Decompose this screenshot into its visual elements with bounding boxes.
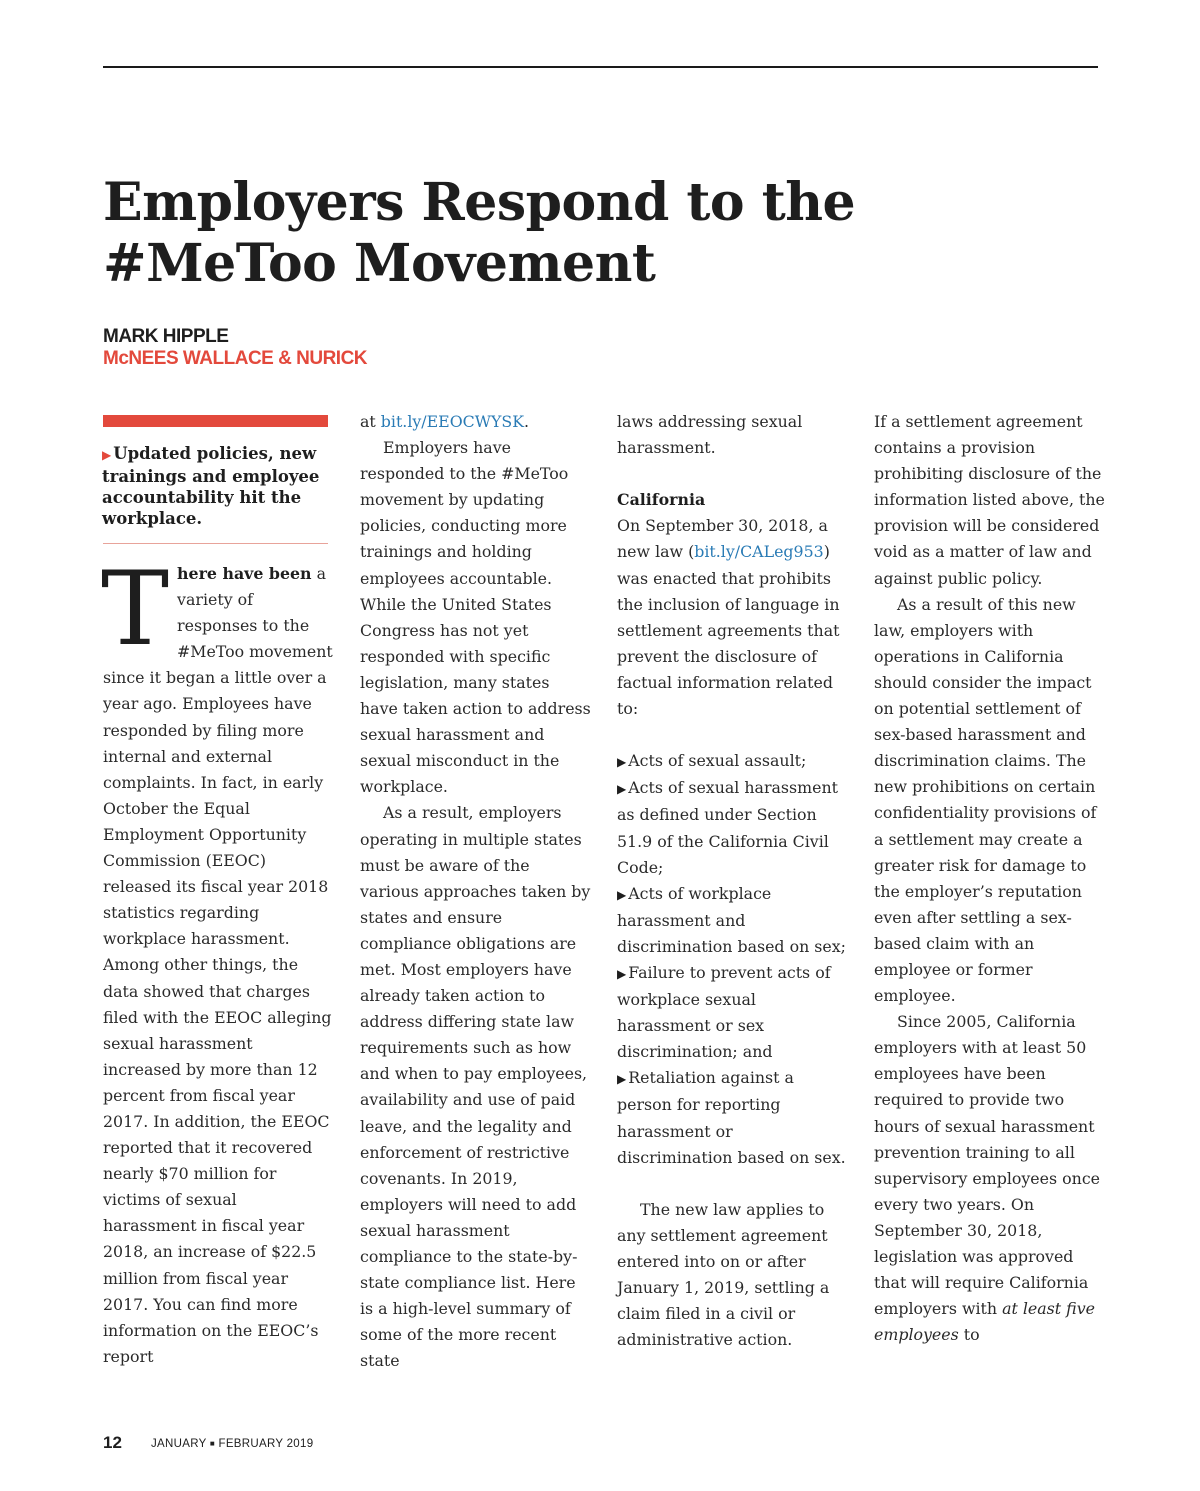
triangle-bullet-icon: ▶: [102, 448, 112, 462]
paragraph: [617, 513, 849, 722]
emphasis-text: at least five employees: [874, 1299, 1095, 1345]
drop-cap: T: [101, 550, 170, 669]
paragraph: If a settlement agreement contains a provision prohibiting disclosure of the information listed above, the provision will be considered void as a matter of law and against public policy.: [874, 412, 1105, 588]
eeoc-report-link[interactable]: bit.ly/EEOCWYSK: [380, 412, 525, 431]
issue-date: [151, 1438, 313, 1450]
issue-month-start: JANUARY: [151, 1438, 207, 1450]
title-line-2: #MeToo Movement: [103, 233, 656, 294]
paragraph: laws addressing sexual harassment.: [617, 412, 803, 458]
author-name: MARK HIPPLE: [103, 326, 229, 347]
lead-in: here have been: [177, 564, 312, 583]
paragraph: As a result, employers operating in multiple states must be aware of the various approaches taken by states and ensure compliance obligations are met. Most employers have already taken action to address differing state law requirements such as how and when to pay employees, availability and use of paid leave, and the legality and enforcement of restrictive covenants. In 2019, employers will need to add sexual harassment compliance to the state-by-state compliance list. Here is a high-level summary of some of the more recent state: [360, 803, 591, 1371]
page-number: 12: [103, 1433, 122, 1452]
lead-paragraph: [101, 550, 335, 1370]
list-item-text: Retaliation against a person for reporting harassment or discrimination based on sex.: [617, 1068, 846, 1167]
column-2: [360, 409, 592, 1374]
text-run: at: [360, 412, 381, 431]
spacer: [617, 722, 849, 748]
article-title: [103, 172, 1003, 294]
list-item: [617, 748, 849, 775]
lead-body: a variety of responses to the #MeToo movement since it began a little over a year ago. Employees have responded by filing more internal and external complaints. In fact, in early October the Equal Employment Opportunity Commission (EEOC) released its fiscal year 2018 statistics regarding workplace harassment. Among other things, the data showed that charges filed with the EEOC alleging sexual harassment increased by more than 12 percent from fiscal year 2017. In addition, the EEOC reported that it recovered nearly $70 million for victims of sexual harassment in fiscal year 2018, an increase of $22.5 million from fiscal year 2017. You can find more information on the EEOC’s report: [103, 564, 333, 1366]
pull-quote-text: Updated policies, new trainings and employee accountability hit the workplace.: [102, 444, 320, 528]
paragraph: [874, 1009, 1106, 1348]
arrow-bullet-icon: ▶: [617, 966, 627, 981]
issue-month-end: FEBRUARY 2019: [218, 1438, 314, 1450]
paragraph: As a result of this new law, employers with operations in California should consider the impact on potential settlement of sex-based harassment and discrimination claims. The new prohibitions on certain confidentiality provisions of a settlement may create a greater risk for damage to the employer’s reputation even after settling a sex-based claim with an employee or former employee.: [874, 594, 1097, 1006]
arrow-bullet-icon: ▶: [617, 782, 627, 797]
text-run: Since 2005, California employers with at least 50 employees have been required to provide two hours of sexual harassment prevention training to all supervisory employees once every two years. On September 30, 2018, legislation was approved that will require California employers with: [874, 1012, 1101, 1319]
arrow-bullet-icon: ▶: [617, 887, 627, 902]
column-3: [617, 409, 849, 1353]
divider: [103, 543, 328, 544]
accent-bar: [103, 415, 328, 427]
spacer: [617, 1171, 849, 1197]
list-item: [617, 1065, 849, 1170]
spacer: [617, 461, 849, 487]
text-run: ) was enacted that prohibits the inclusion of language in settlement agreements that prevent the disclosure of factual information related to:: [617, 542, 840, 719]
arrow-bullet-icon: ▶: [617, 755, 627, 770]
paragraph: The new law applies to any settlement agreement entered into on or after January 1, 2019, settling a claim filed in a civil or administrative action.: [617, 1199, 830, 1350]
column-4: [874, 409, 1106, 1348]
list-item-text: Acts of sexual assault;: [628, 751, 807, 771]
text-run: to: [958, 1325, 980, 1345]
text-run: .: [524, 412, 530, 431]
section-heading-california: California: [617, 490, 706, 510]
title-line-1: Employers Respond to the: [103, 172, 856, 233]
paragraph: [360, 409, 592, 435]
column-1: [101, 550, 335, 1370]
paragraph: Employers have responded to the #MeToo movement by updating policies, conducting more trainings and holding employees accountable. While the United States Congress has not yet responded with specific legislation, many states have taken action to address sexual harassment and sexual misconduct in the workplace.: [360, 438, 591, 797]
pull-quote: [102, 443, 330, 529]
list-item-text: Failure to prevent acts of workplace sexual harassment or sex discrimination; and: [617, 962, 831, 1062]
author-firm: McNEES WALLACE & NURICK: [103, 348, 368, 369]
top-rule: [103, 66, 1098, 68]
list-item-text: Acts of sexual harassment as defined under Section 51.9 of the California Civil Code;: [617, 778, 838, 877]
text-run: On September 30, 2018, a new law (: [617, 516, 828, 562]
list-item-text: Acts of workplace harassment and discrimination based on sex;: [617, 883, 846, 956]
california-law-link[interactable]: bit.ly/CALeg953: [694, 542, 824, 562]
list-item: [617, 775, 849, 880]
list-item: [617, 960, 849, 1065]
list-item: [617, 881, 849, 960]
square-separator-icon: ■: [209, 1439, 216, 1448]
arrow-bullet-icon: ▶: [617, 1072, 627, 1087]
